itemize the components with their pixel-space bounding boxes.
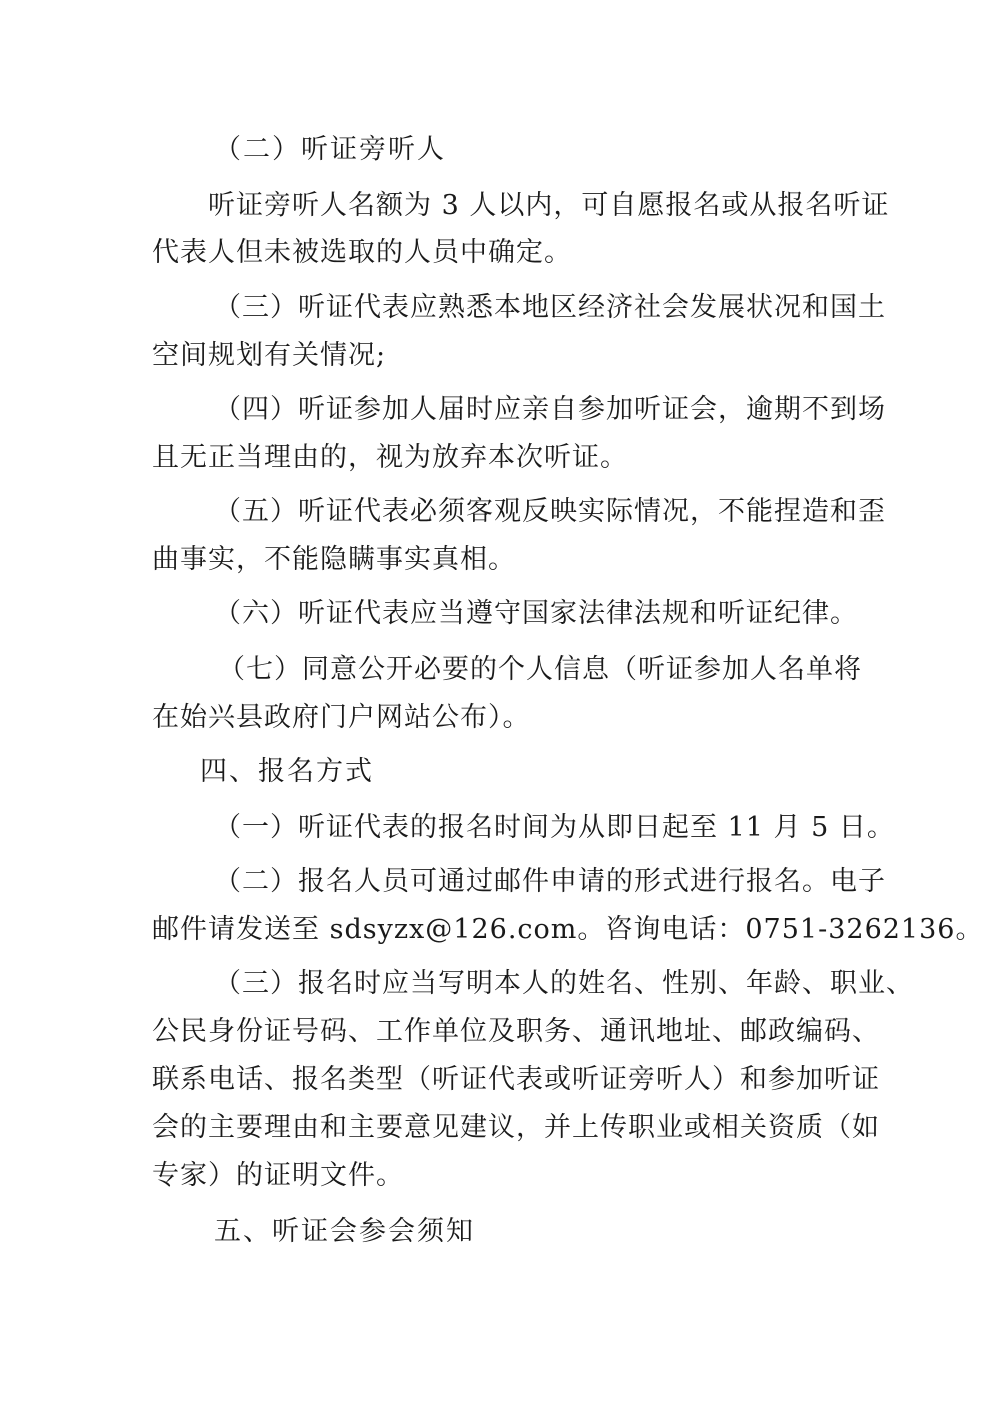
paragraph-line: （三）报名时应当写明本人的姓名、性别、年龄、职业、	[214, 968, 914, 999]
paragraph-line: （五）听证代表必须客观反映实际情况，不能捏造和歪	[214, 496, 886, 527]
paragraph-line: 在始兴县政府门户网站公布）。	[152, 702, 531, 733]
paragraph-line: 会的主要理由和主要意见建议，并上传职业或相关资质（如	[152, 1112, 880, 1143]
paragraph-line: （三）听证代表应熟悉本地区经济社会发展状况和国土	[214, 292, 886, 323]
subheading-observers: （二）听证旁听人	[214, 134, 446, 165]
paragraph-line: （一）听证代表的报名时间为从即日起至 11 月 5 日。	[214, 812, 895, 843]
paragraph-line: 公民身份证号码、工作单位及职务、通讯地址、邮政编码、	[152, 1016, 880, 1047]
paragraph-line: 联系电话、报名类型（听证代表或听证旁听人）和参加听证	[152, 1064, 880, 1095]
paragraph-line: （六）听证代表应当遵守国家法律法规和听证纪律。	[214, 598, 858, 629]
paragraph-line: 且无正当理由的，视为放弃本次听证。	[152, 442, 628, 473]
paragraph-line-contact: 邮件请发送至 sdsyzx@126.com。咨询电话：0751-3262136。	[152, 914, 984, 945]
paragraph-line: 空间规划有关情况;	[152, 340, 387, 371]
paragraph-line: 曲事实，不能隐瞒事实真相。	[152, 544, 516, 575]
section-heading-notice: 五、听证会参会须知	[214, 1216, 475, 1247]
paragraph-line: （四）听证参加人届时应亲自参加听证会，逾期不到场	[214, 394, 886, 425]
paragraph-line: 代表人但未被选取的人员中确定。	[152, 237, 572, 268]
paragraph-line: （七）同意公开必要的个人信息（听证参加人名单将	[218, 654, 862, 685]
paragraph-line: 听证旁听人名额为 3 人以内，可自愿报名或从报名听证	[208, 190, 890, 221]
paragraph-line: 专家）的证明文件。	[152, 1160, 404, 1191]
paragraph-line: （二）报名人员可通过邮件申请的形式进行报名。电子	[214, 866, 886, 897]
section-heading-registration: 四、报名方式	[200, 756, 374, 787]
